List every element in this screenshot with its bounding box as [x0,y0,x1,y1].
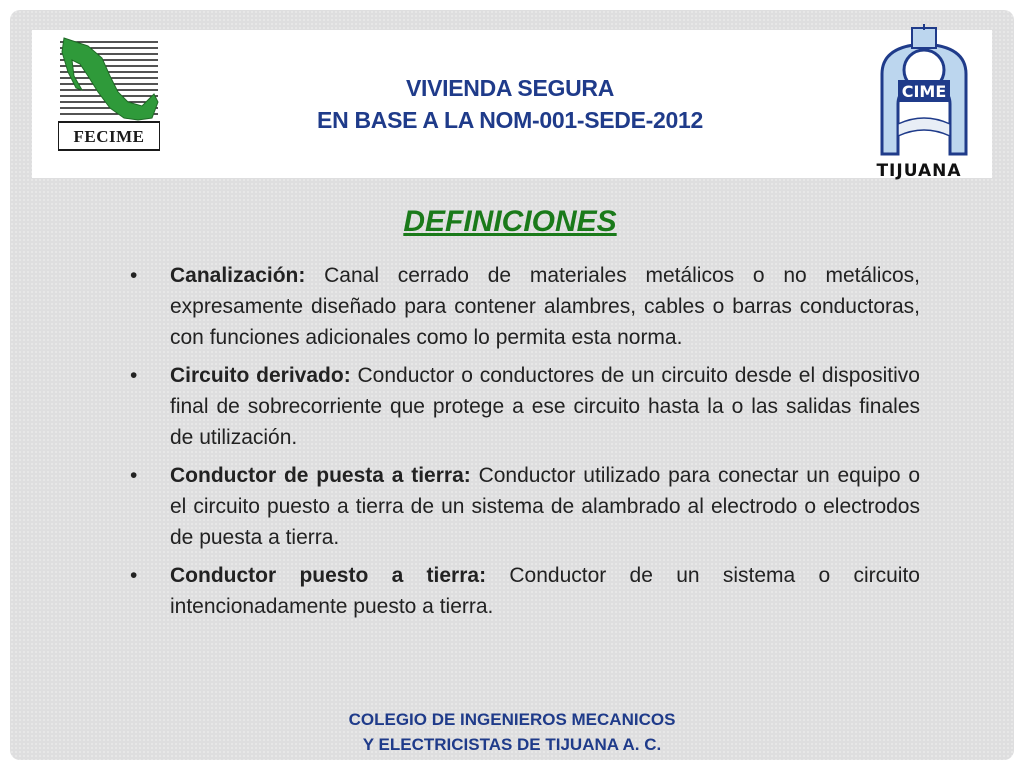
definition-term: Circuito derivado: [170,364,351,387]
definition-text: Conductor utilizado para conectar un equipo o el circuito puesto a tierra de un sistema de alambrado al electrodo o electrodos de puesta a tierra. [170,464,920,549]
bullet: • [130,564,138,587]
definitions-list [120,260,920,629]
footer-line-1: COLEGIO DE INGENIEROS MECANICOS [348,710,676,729]
footer [262,707,762,757]
definition-text: Conductor o conductores de un circuito desde el dispositivo final de sobrecorriente que protege a ese circuito hasta la o las salidas finales de utilización. [170,364,920,449]
bullet: • [130,264,138,287]
definition-item [120,460,920,553]
definition-term: Canalización: [170,264,306,287]
section-title: DEFINICIONES [403,205,617,238]
definition-term: Conductor puesto a tierra: [170,564,487,587]
definition-item [120,360,920,453]
definition-item [120,260,920,353]
title-line-2: EN BASE A LA NOM-001-SEDE-2012 [317,107,703,133]
fecime-label: FECIME [73,127,145,146]
definition-item [120,560,920,622]
bullet: • [130,464,138,487]
definition-text: Canal cerrado de materiales metálicos o no metálicos, expresamente diseñado para contener alambres, cables o barras conductoras, con funciones adicionales como lo permita esta norma. [170,264,920,349]
bullet: • [130,364,138,387]
tijuana-label: TIJUANA [876,161,962,181]
cime-logo [872,24,976,156]
definition-text: Conductor de un sistema o circuito intencionadamente puesto a tierra. [170,564,920,618]
cime-mark: CIME [901,82,947,101]
definition-term: Conductor de puesta a tierra: [170,464,471,487]
footer-line-2: Y ELECTRICISTAS DE TIJUANA A. C. [362,735,662,754]
title-line-1: VIVIENDA SEGURA [405,75,615,101]
page-title [250,72,770,136]
